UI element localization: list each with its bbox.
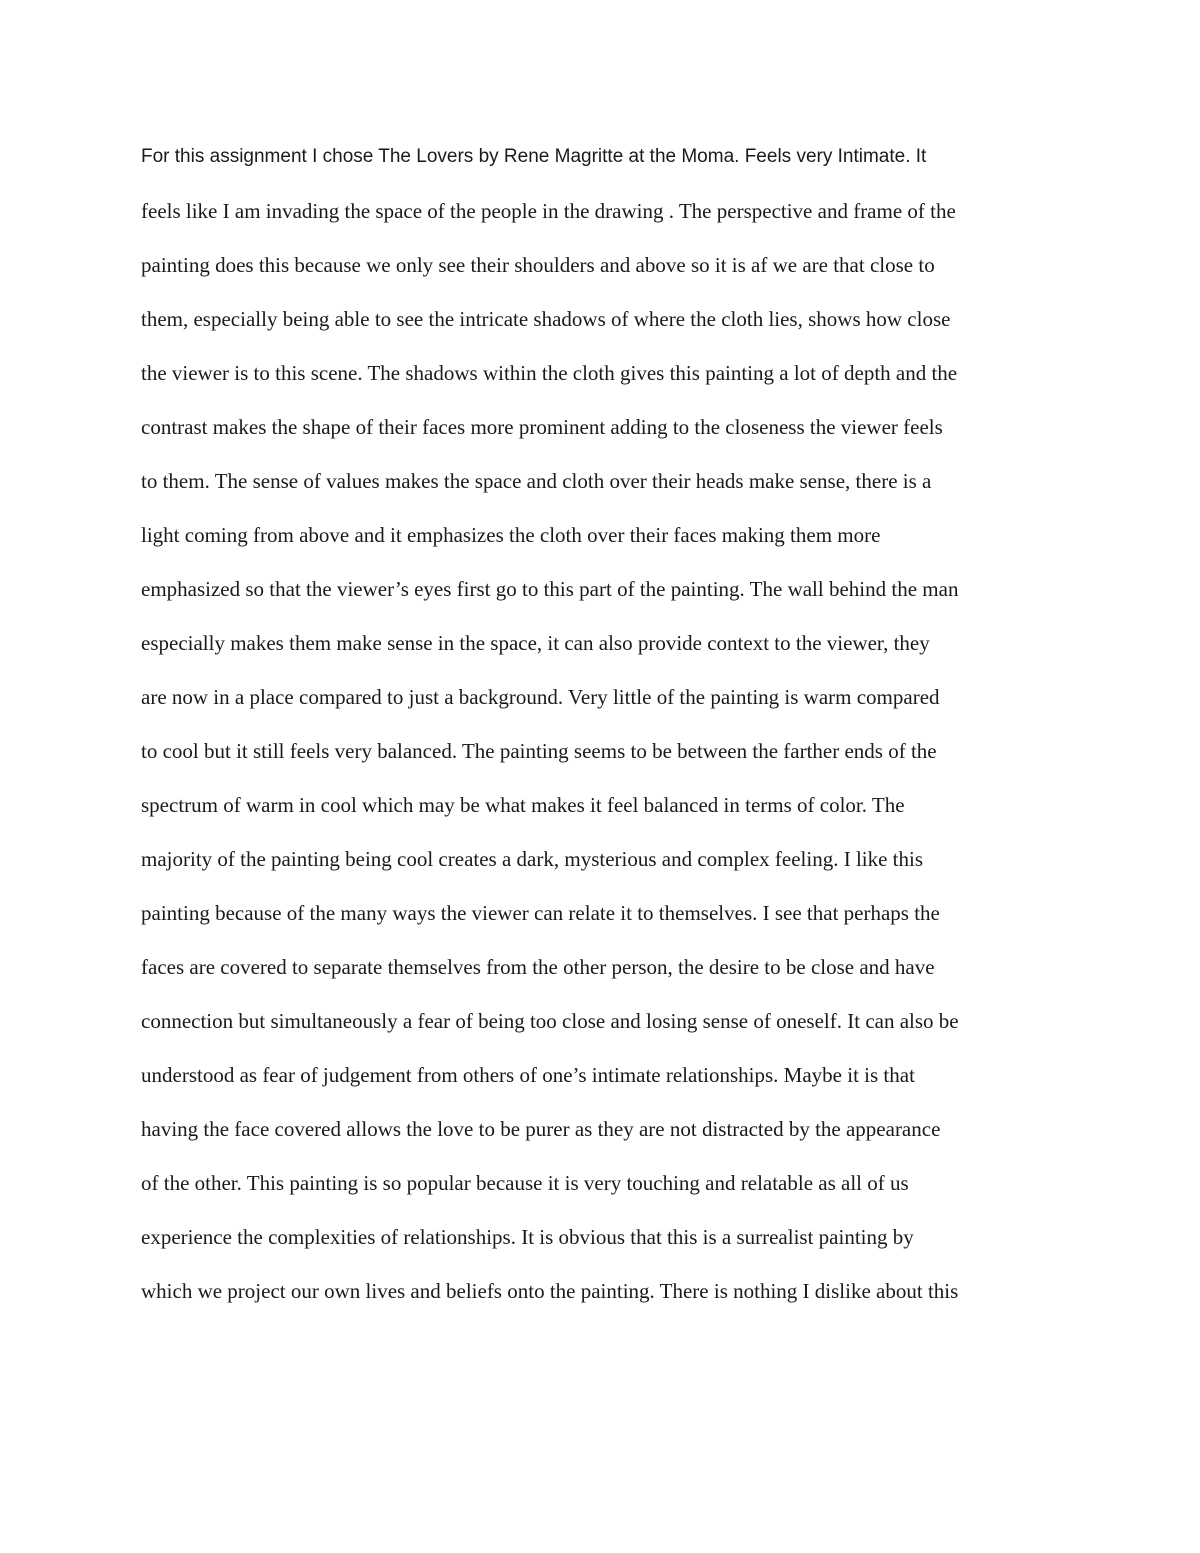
text-line-16: faces are covered to separate themselves from the other person, the desire to be close and have: [141, 955, 935, 979]
text-line-22: which we project our own lives and beliefs onto the painting. There is nothing I dislike about this: [141, 1279, 959, 1303]
text-line-1: For this assignment I chose The Lovers by Rene Magritte at the Moma. Feels very Intimate. It: [141, 146, 927, 167]
text-line-21: experience the complexities of relationships. It is obvious that this is a surrealist painting by: [141, 1225, 914, 1249]
text-line-18: understood as fear of judgement from others of one’s intimate relationships. Maybe it is that: [141, 1063, 915, 1087]
text-line-13: spectrum of warm in cool which may be what makes it feel balanced in terms of color. The: [141, 793, 905, 817]
text-line-20: of the other. This painting is so popular because it is very touching and relatable as all of us: [141, 1171, 909, 1195]
text-line-15: painting because of the many ways the viewer can relate it to themselves. I see that perhaps the: [141, 901, 940, 925]
text-line-4: them, especially being able to see the intricate shadows of where the cloth lies, shows how close: [141, 307, 951, 331]
text-line-17: connection but simultaneously a fear of being too close and losing sense of oneself. It can also be: [141, 1009, 959, 1033]
text-line-9: emphasized so that the viewer’s eyes first go to this part of the painting. The wall behind the man: [141, 577, 959, 601]
text-line-14: majority of the painting being cool creates a dark, mysterious and complex feeling. I like this: [141, 847, 924, 871]
text-line-3: painting does this because we only see their shoulders and above so it is af we are that close to: [141, 253, 935, 277]
text-line-2: feels like I am invading the space of the people in the drawing . The perspective and frame of the: [141, 199, 956, 223]
essay-body: [141, 138, 1081, 1326]
text-line-8: light coming from above and it emphasizes the cloth over their faces making them more: [141, 523, 881, 547]
text-line-11: are now in a place compared to just a background. Very little of the painting is warm compared: [141, 685, 940, 709]
text-line-12: to cool but it still feels very balanced. The painting seems to be between the farther ends of the: [141, 739, 937, 763]
text-line-19: having the face covered allows the love to be purer as they are not distracted by the appearance: [141, 1117, 941, 1141]
text-line-5: the viewer is to this scene. The shadows within the cloth gives this painting a lot of depth and the: [141, 361, 958, 385]
text-line-6: contrast makes the shape of their faces more prominent adding to the closeness the viewer feels: [141, 415, 943, 439]
text-line-10: especially makes them make sense in the space, it can also provide context to the viewer, they: [141, 631, 930, 655]
text-line-7: to them. The sense of values makes the space and cloth over their heads make sense, there is a: [141, 469, 932, 493]
